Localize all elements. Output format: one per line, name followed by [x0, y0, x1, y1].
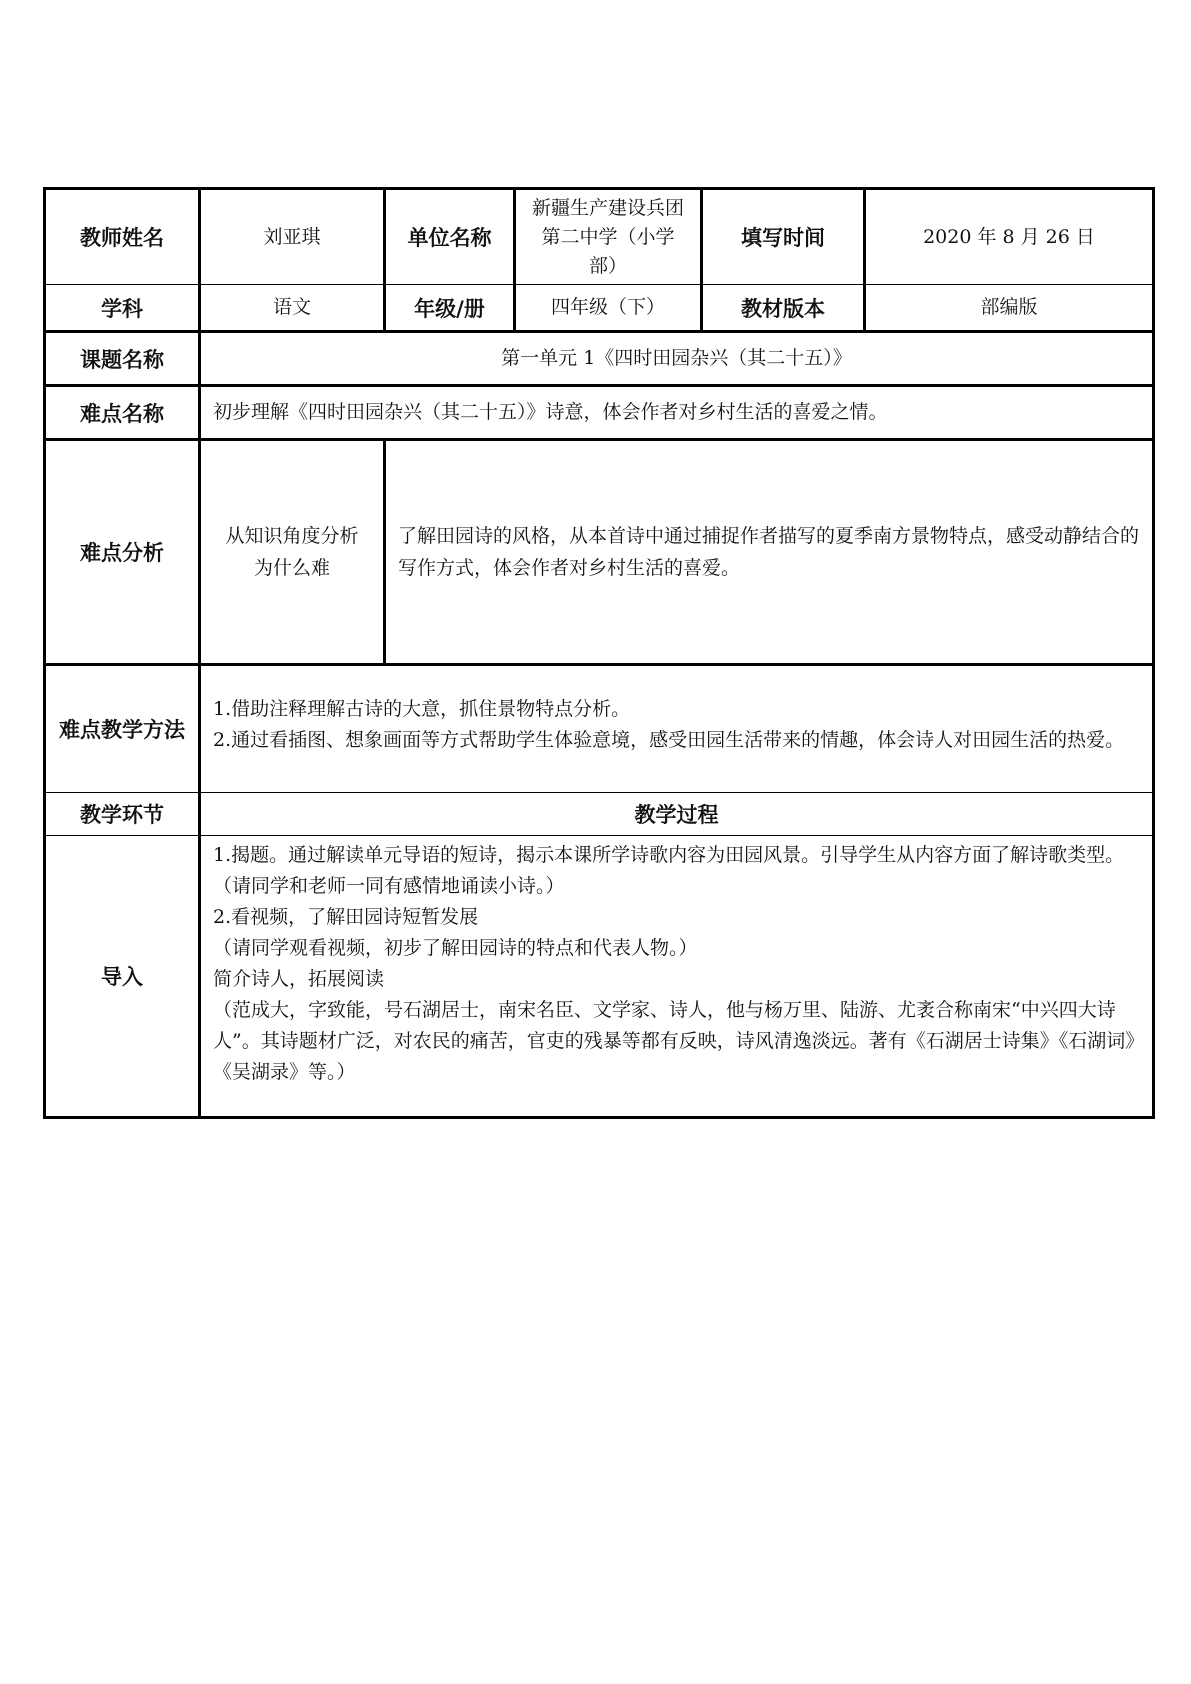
intro-line-2: （请同学和老师一同有感情地诵读小诗。） [213, 875, 565, 897]
lesson-plan-table [43, 187, 1155, 1119]
intro-line-6: （范成大，字致能，号石湖居士，南宋名臣、文学家、诗人，他与杨万里、陆游、尤袤合称南宋“中兴四大诗人”。其诗题材广泛，对农民的痛苦，官吏的残暴等都有反映，诗风清逸淡远。著有《石湖居士诗集》《石湖词》《吴湖录》等。） [213, 999, 1135, 1083]
course-row [45, 285, 1154, 332]
method-line-1: 1.借助注释理解古诗的大意，抓住景物特点分析。 [213, 698, 631, 720]
header-row [45, 189, 1154, 285]
fill-time-value: 2020 年 8 月 26 日 [865, 189, 1154, 285]
intro-label: 导入 [45, 836, 200, 1118]
teacher-name-value: 刘亚琪 [200, 189, 385, 285]
edition-label: 教材版本 [702, 285, 865, 332]
topic-label: 课题名称 [45, 332, 200, 386]
difficulty-label: 难点名称 [45, 386, 200, 440]
analysis-row [45, 440, 1154, 665]
intro-line-1: 1.揭题。通过解读单元导语的短诗，揭示本课所学诗歌内容为田园风景。引导学生从内容方面了解诗歌类型。 [213, 844, 1125, 866]
method-content [200, 665, 1154, 793]
analysis-sublabel: 从知识角度分析为什么难 [200, 440, 385, 665]
grade-label: 年级/册 [385, 285, 515, 332]
topic-row [45, 332, 1154, 386]
intro-line-5: 简介诗人，拓展阅读 [213, 968, 385, 990]
intro-line-3: 2.看视频，了解田园诗短暂发展 [213, 906, 479, 928]
intro-row [45, 836, 1154, 1118]
method-row [45, 665, 1154, 793]
method-label: 难点教学方法 [45, 665, 200, 793]
topic-value: 第一单元 1《四时田园杂兴（其二十五）》 [200, 332, 1154, 386]
grade-value: 四年级（下） [515, 285, 702, 332]
analysis-value: 了解田园诗的风格，从本首诗中通过捕捉作者描写的夏季南方景物特点，感受动静结合的写作方式，体会作者对乡村生活的喜爱。 [385, 440, 1154, 665]
unit-name-label: 单位名称 [385, 189, 515, 285]
process-header-row [45, 793, 1154, 836]
stage-header-label: 教学环节 [45, 793, 200, 836]
fill-time-label: 填写时间 [702, 189, 865, 285]
unit-name-value: 新疆生产建设兵团第二中学（小学部） [515, 189, 702, 285]
teacher-name-label: 教师姓名 [45, 189, 200, 285]
difficulty-row [45, 386, 1154, 440]
edition-value: 部编版 [865, 285, 1154, 332]
analysis-label: 难点分析 [45, 440, 200, 665]
process-header-label: 教学过程 [200, 793, 1154, 836]
subject-label: 学科 [45, 285, 200, 332]
method-line-2: 2.通过看插图、想象画面等方式帮助学生体验意境，感受田园生活带来的情趣，体会诗人对田园生活的热爱。 [213, 729, 1125, 751]
intro-line-4: （请同学观看视频，初步了解田园诗的特点和代表人物。） [213, 937, 698, 959]
subject-value: 语文 [200, 285, 385, 332]
intro-content [200, 836, 1154, 1118]
difficulty-value: 初步理解《四时田园杂兴（其二十五）》诗意，体会作者对乡村生活的喜爱之情。 [200, 386, 1154, 440]
